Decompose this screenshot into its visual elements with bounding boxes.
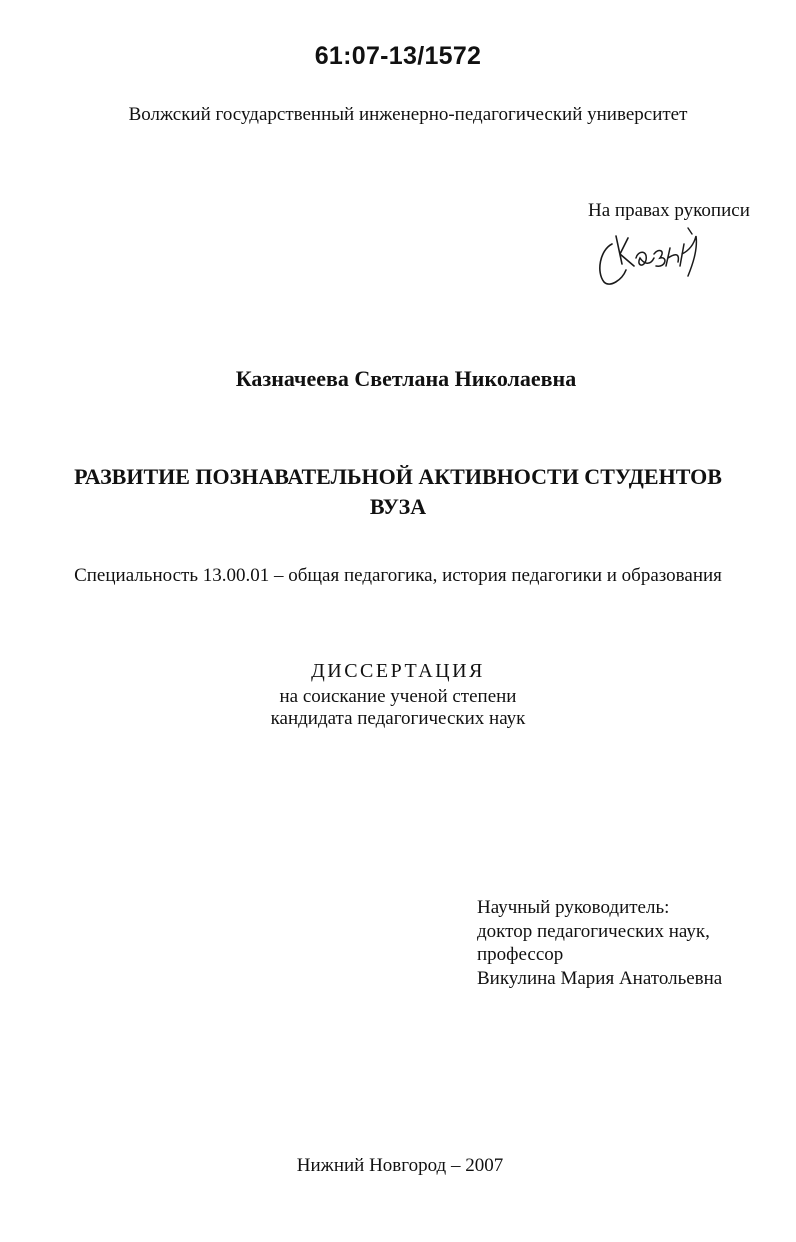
degree-line-1: на соискание ученой степени [279,686,517,707]
advisor-degree: доктор педагогических наук, [477,920,710,942]
university-name: Волжский государственный инженерно-педагогический университет [128,104,688,125]
catalog-code: 61:07-13/1572 [314,42,482,70]
scientific-advisor-block [477,896,722,990]
specialty-line: Специальность 13.00.01 – общая педагогика, история педагогики и образования [74,565,722,586]
city-year: Нижний Новгород – 2007 [296,1155,504,1176]
thesis-title-line-2: ВУЗА [369,494,427,519]
manuscript-rights-label: На правах рукописи [588,200,750,221]
advisor-name: Викулина Мария Анатольевна [477,967,723,989]
advisor-rank: профессор [477,944,564,965]
thesis-title [0,462,796,522]
advisor-heading: Научный руководитель: [477,897,670,918]
thesis-title-line-1: РАЗВИТИЕ ПОЗНАВАТЕЛЬНОЙ АКТИВНОСТИ СТУДЕНТОВ [74,464,722,489]
author-name: Казначеева Светлана Николаевна [235,366,577,391]
degree-line-2: кандидата педагогических наук [270,708,526,729]
handwritten-signature [592,214,722,294]
document-type: ДИССЕРТАЦИЯ [311,660,485,682]
